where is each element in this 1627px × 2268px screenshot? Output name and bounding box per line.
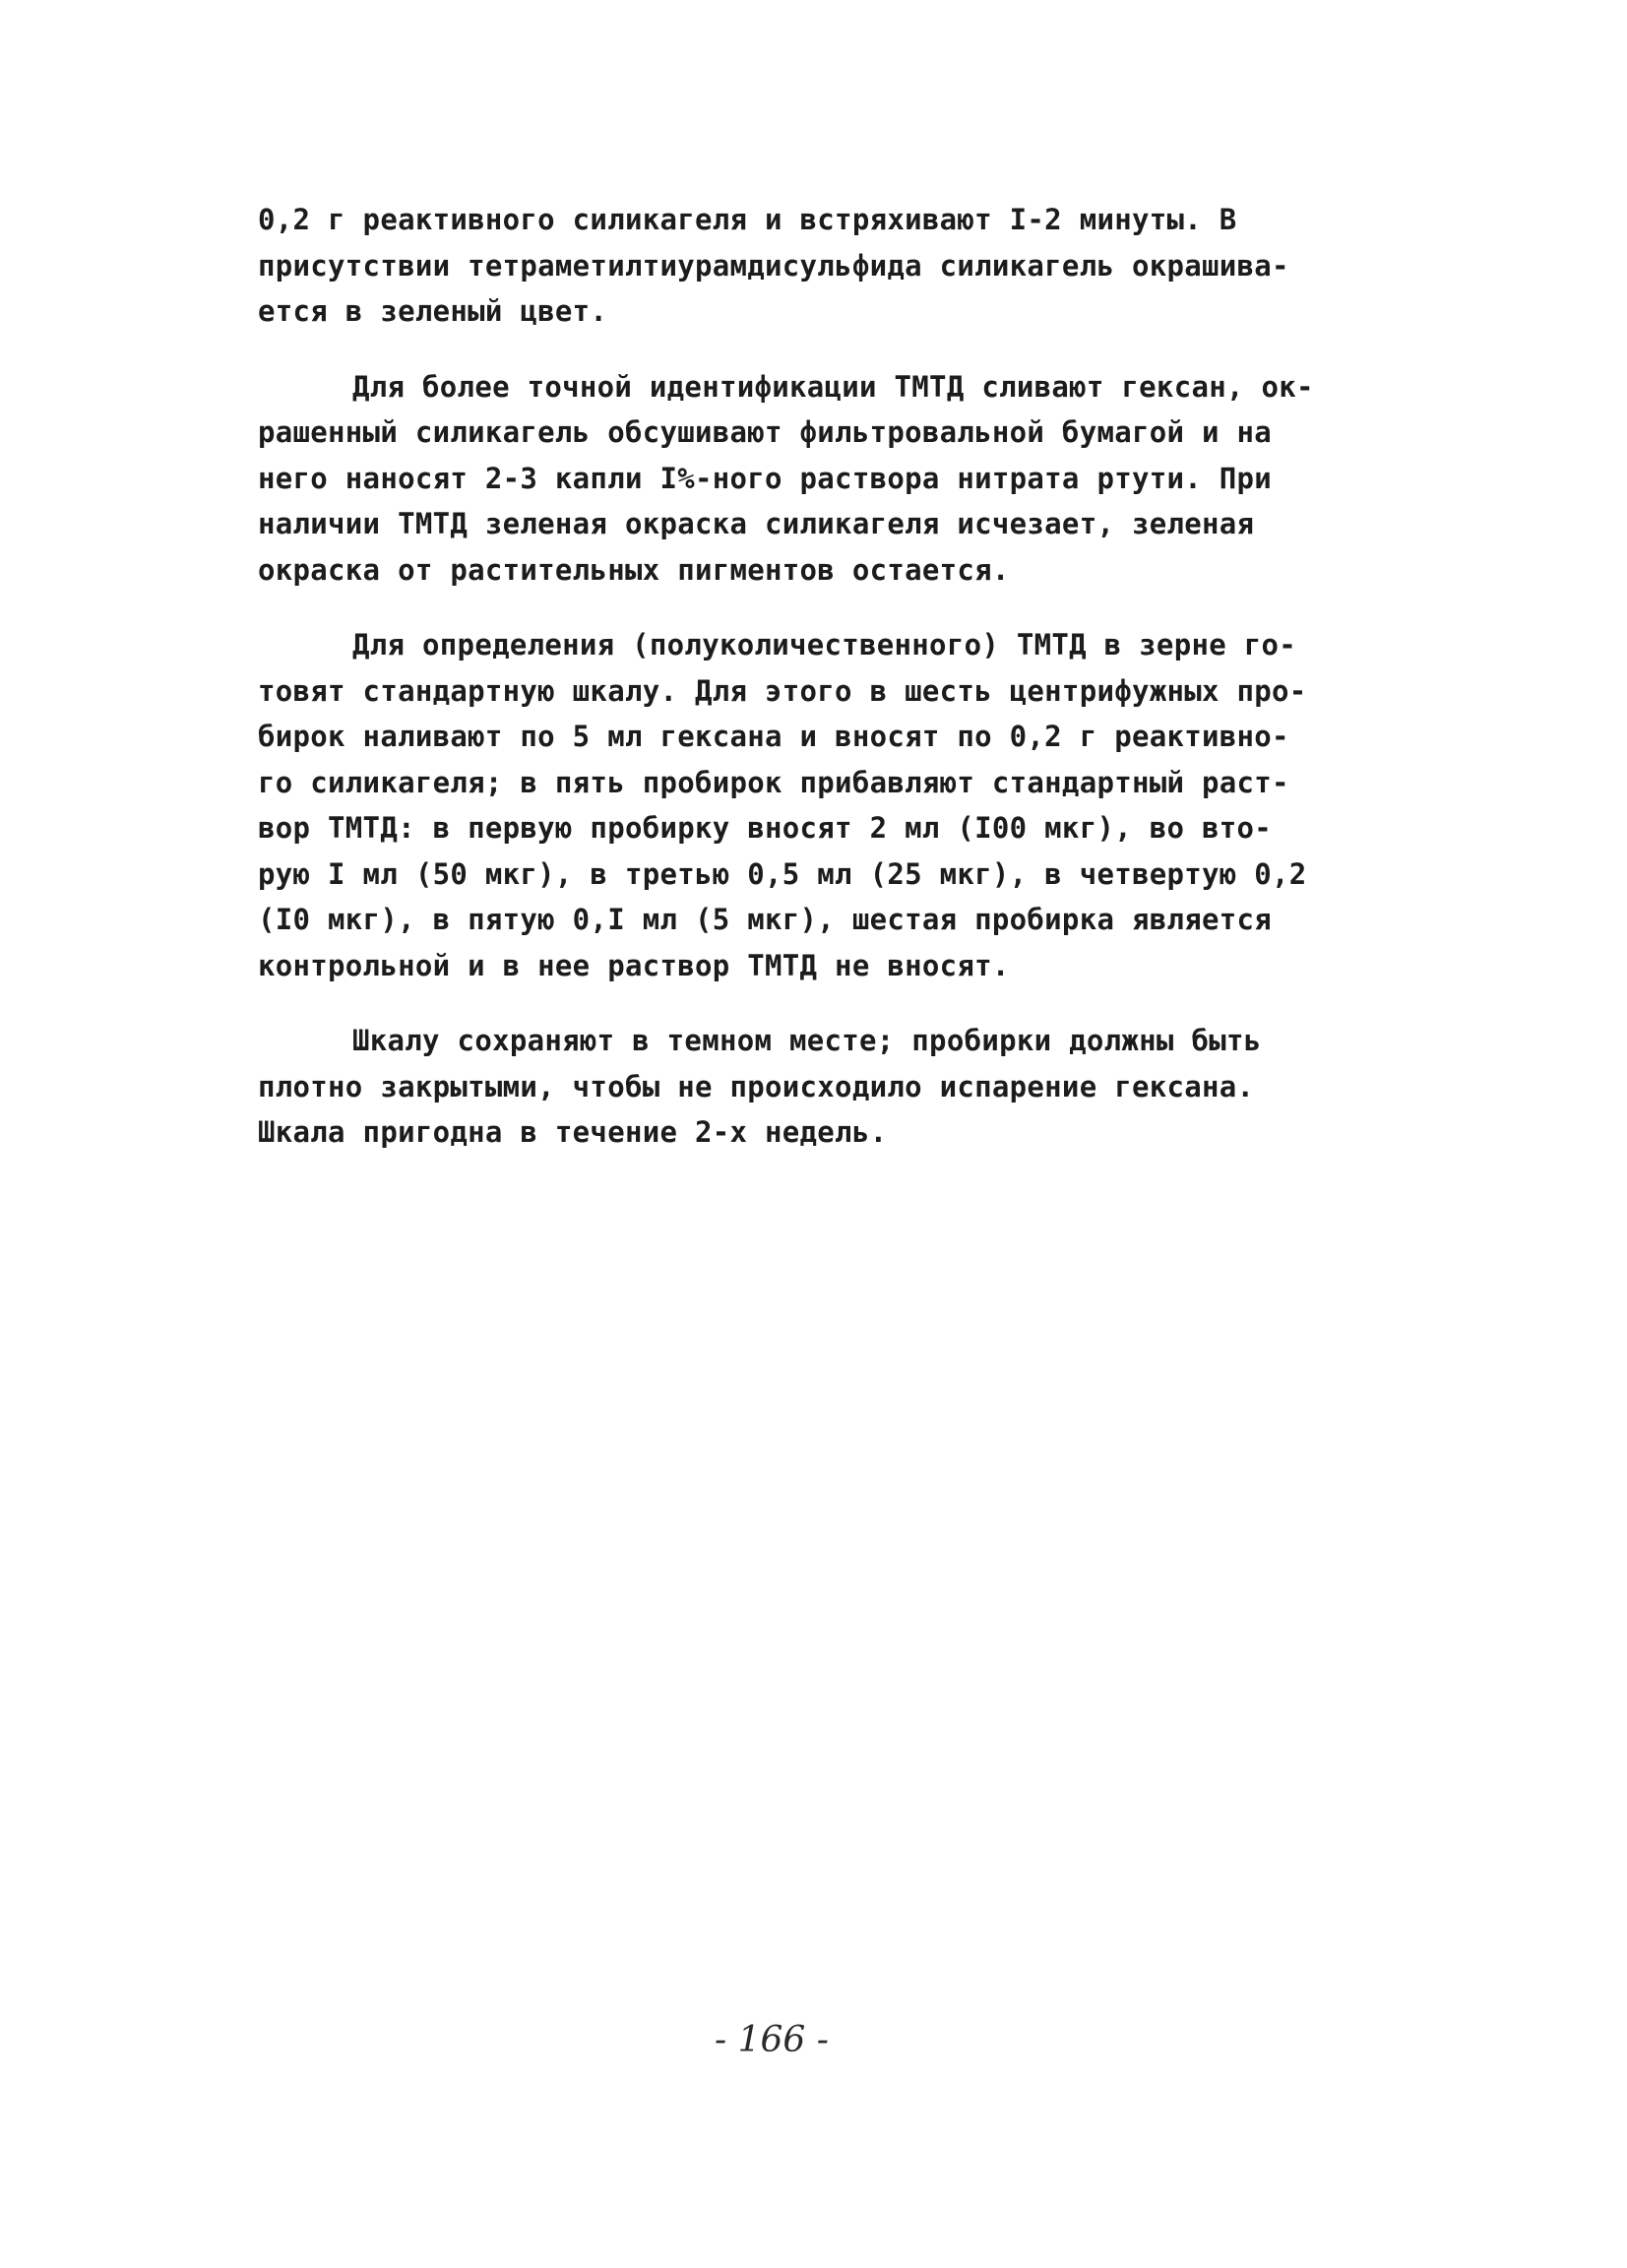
- text-line: го силикагеля; в пять пробирок прибавляют стандартный раст-: [258, 765, 1289, 799]
- text-line: бирок наливают по 5 мл гексана и вносят по 0,2 г реактивно-: [258, 720, 1289, 753]
- page-number: - 166 -: [715, 2020, 829, 2060]
- text-line: (I0 мкг), в пятую 0,I мл (5 мкг), шестая пробирка является: [258, 903, 1273, 936]
- text-line: Для определения (полуколичественного) ТМТД в зерне го-: [352, 628, 1297, 662]
- text-line: Шкалу сохраняют в темном месте; пробирки должны быть: [352, 1024, 1262, 1057]
- text-line: наличии ТМТД зеленая окраска силикагеля исчезает, зеленая: [258, 507, 1255, 540]
- paragraph-1: [258, 197, 1419, 335]
- body-text: [258, 197, 1419, 1185]
- text-line: Для более точной идентификации ТМТД сливают гексан, ок-: [352, 369, 1314, 404]
- text-line: 0,2 г реактивного силикагеля и встряхивают I-2 минуты. В: [258, 203, 1237, 236]
- text-line: ется в зеленый цвет.: [258, 294, 608, 328]
- text-line: Шкала пригодна в течение 2-х недель.: [258, 1115, 888, 1149]
- text-line: плотно закрытыми, чтобы не происходило испарение гексана.: [258, 1069, 1255, 1103]
- text-line: окраска от растительных пигментов остается.: [258, 552, 1010, 587]
- text-line: присутствии тетраметилтиурамдисульфида силикагель окрашива-: [258, 248, 1289, 283]
- text-line: рашенный силикагель обсушивают фильтровальной бумагой и на: [258, 415, 1273, 449]
- text-line: вор ТМТД: в первую пробирку вносят 2 мл (I00 мкг), во вто-: [258, 811, 1273, 845]
- text-line: него наносят 2-3 капли I%-ного раствора нитрата ртути. При: [258, 461, 1273, 495]
- text-line: рую I мл (50 мкг), в третью 0,5 мл (25 мкг), в четвертую 0,2: [258, 856, 1307, 891]
- text-line: товят стандартную шкалу. Для этого в шесть центрифужных про-: [258, 673, 1307, 708]
- paragraph-2: [258, 364, 1419, 594]
- text-line: контрольной и в нее раствор ТМТД не вносят.: [258, 948, 1010, 982]
- paragraph-3: [258, 622, 1419, 988]
- paragraph-4: [258, 1018, 1419, 1156]
